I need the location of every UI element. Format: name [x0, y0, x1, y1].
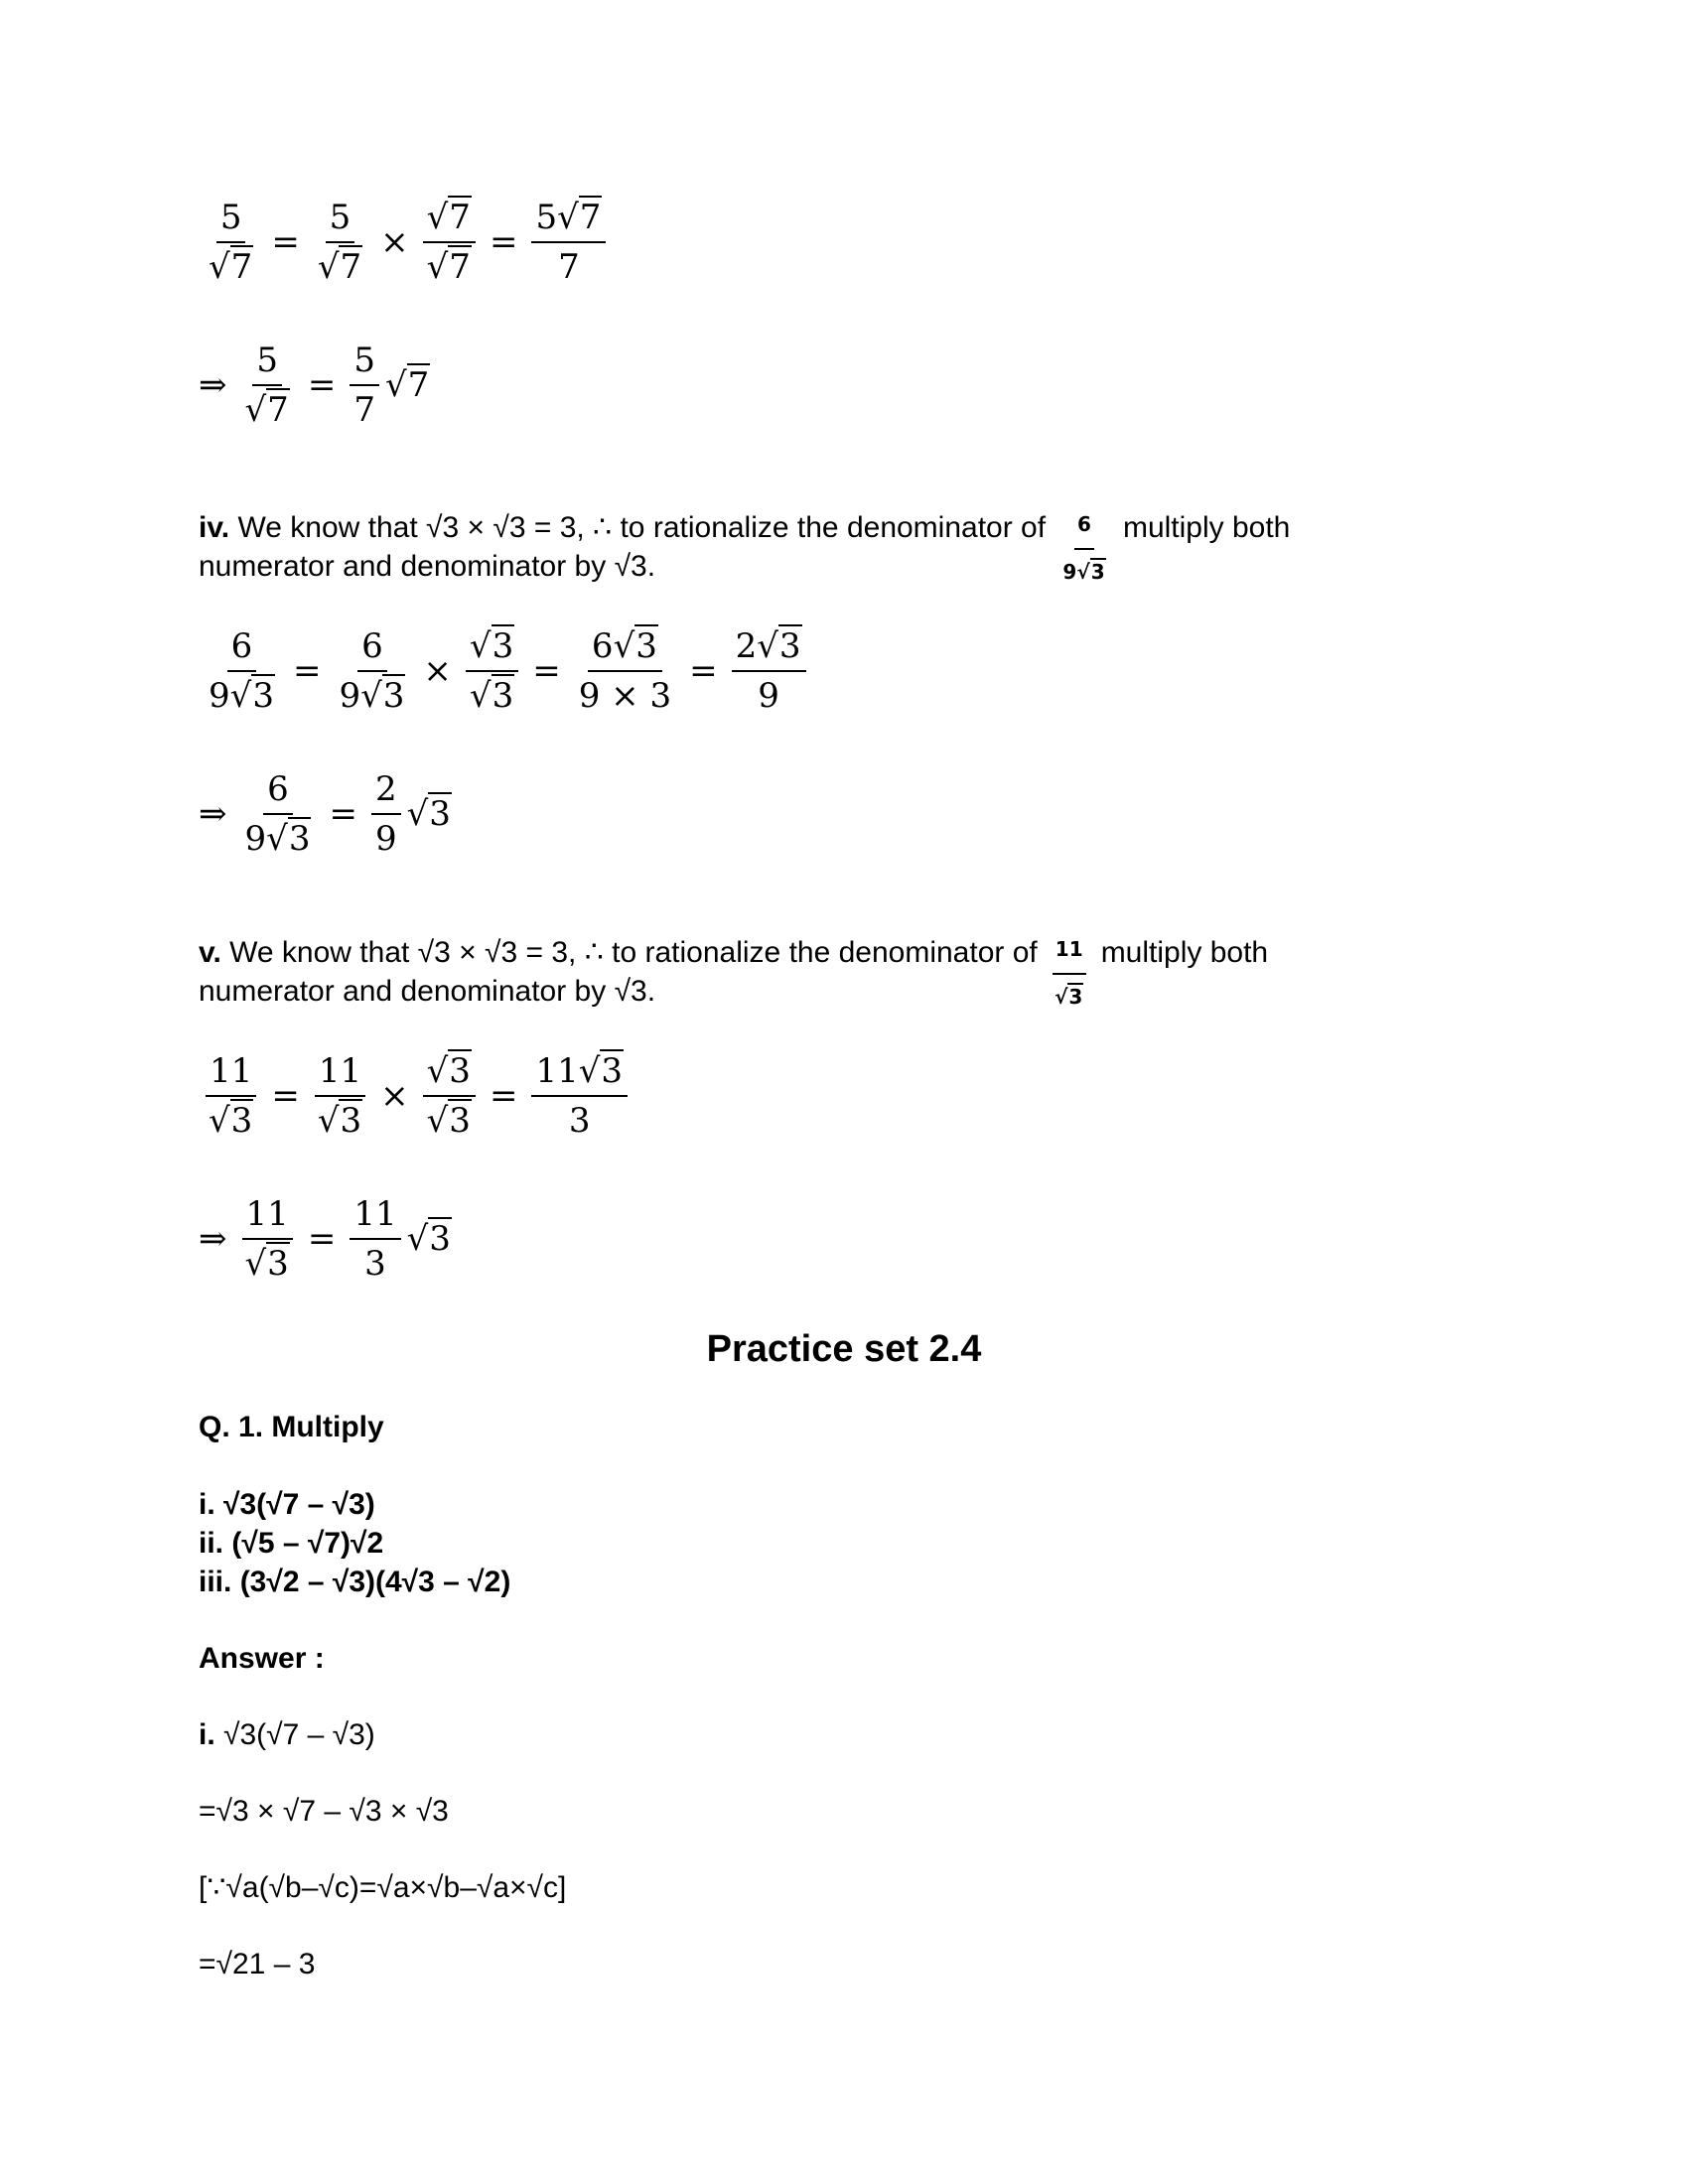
equals-sign: =: [532, 651, 561, 692]
fraction: $\frac{11}{√3}$: [205, 1052, 257, 1140]
question-item: i. √3(√7 – √3): [199, 1488, 375, 1521]
implies-arrow: ⇒: [199, 1219, 227, 1260]
numerator: 5: [326, 199, 355, 243]
question-item: iii. (3√2 – √3)(4√3 – √2): [199, 1566, 511, 1598]
part-label: v.: [199, 936, 221, 969]
numerator: √7: [423, 199, 476, 243]
section-heading: Practice set 2.4: [706, 1328, 982, 1370]
times-sign: ×: [423, 651, 452, 692]
denominator: 7: [558, 247, 580, 288]
equation-result-5-over-root7: [199, 341, 430, 429]
fraction: $\frac{6}{9√3}$: [339, 626, 405, 717]
fraction: $\frac{2}{9}$: [371, 770, 401, 858]
radical: √3: [406, 1219, 451, 1260]
fraction: [423, 199, 476, 286]
answer-step: [∵√a(√b–√c)=√a×√b–√a×√c]: [199, 1871, 567, 1904]
equation-result-11-over-root3: [199, 1195, 452, 1283]
fraction: $\frac{11}{√3}$: [241, 1195, 294, 1283]
times-sign: ×: [380, 1076, 409, 1117]
answer-part-i: i. √3(√7 – √3): [199, 1718, 375, 1751]
radical: √7: [209, 247, 253, 288]
part-v-text-line2: numerator and denominator by √3.: [199, 975, 656, 1008]
fraction: $\frac{2√3}{9}$: [732, 627, 806, 715]
equals-sign: =: [329, 794, 357, 835]
radical: √7: [317, 247, 362, 288]
equals-sign: =: [489, 222, 518, 263]
answer-step: =√3 × √7 – √3 × √3: [199, 1795, 449, 1828]
answer-step: =√21 – 3: [199, 1948, 316, 1980]
question-title: Q. 1. Multiply: [199, 1411, 384, 1443]
denominator: √7: [426, 247, 471, 288]
fraction: [314, 199, 366, 286]
denominator: [205, 243, 257, 286]
equals-sign: =: [307, 1219, 337, 1260]
equation-rationalize-6-over-9root3: [199, 627, 812, 715]
equals-sign: =: [271, 222, 300, 263]
equation-result-6-over-9root3: [199, 770, 452, 858]
fraction: $\frac{6}{9√3}$: [209, 626, 274, 717]
equals-sign: =: [307, 365, 337, 406]
equals-sign: =: [489, 1076, 518, 1117]
radical: √7: [384, 365, 430, 406]
fraction: [531, 199, 606, 286]
question-item: ii. (√5 – √7)√2: [199, 1527, 384, 1560]
fraction: $\frac{√3}{√3}$: [423, 1052, 476, 1140]
equals-sign: =: [271, 1076, 300, 1117]
inline-fraction: $\frac{6}{9√3}$: [1059, 505, 1108, 592]
radical: √3: [406, 794, 451, 835]
fraction: $\frac{√3}{√3}$: [466, 627, 518, 715]
equals-sign: =: [292, 651, 322, 692]
fraction: $\frac{5}{√7}$: [244, 341, 289, 431]
part-iv-text: iv. We know that √3 × √3 = 3, ∴ to rationalize the denominator of $\frac{6}{9√3}$ multiply both: [199, 508, 1290, 608]
fraction: $\frac{6√3}{9 \times 3}$: [578, 626, 672, 717]
denominator: [314, 243, 366, 286]
fraction: $\frac{5}{7}$: [350, 341, 379, 429]
numerator: 5√7: [531, 199, 606, 243]
fraction: $\frac{11}{3}$: [350, 1195, 400, 1283]
implies-arrow: ⇒: [199, 365, 227, 406]
fraction: $\frac{11√3}{3}$: [531, 1052, 628, 1140]
part-iv-text-line2: numerator and denominator by √3.: [199, 550, 656, 583]
fraction: [205, 199, 257, 286]
equation-rationalize-11-over-root3: [199, 1052, 633, 1140]
answer-title: Answer :: [199, 1642, 325, 1675]
numerator: 5: [216, 199, 246, 243]
inline-fraction: $\frac{11}{√3}$: [1052, 930, 1086, 1017]
fraction: $\frac{6}{9√3}$: [244, 769, 311, 860]
equation-rationalize-5-over-root7: [199, 199, 612, 286]
part-v-text: v. We know that √3 × √3 = 3, ∴ to rationalize the denominator of $\frac{11}{√3}$ multiply both: [199, 933, 1268, 1032]
equals-sign: =: [689, 651, 718, 692]
part-label: iv.: [199, 511, 230, 544]
implies-arrow: ⇒: [199, 794, 227, 835]
fraction: $\frac{11}{√3}$: [314, 1052, 366, 1140]
times-sign: ×: [380, 222, 409, 263]
